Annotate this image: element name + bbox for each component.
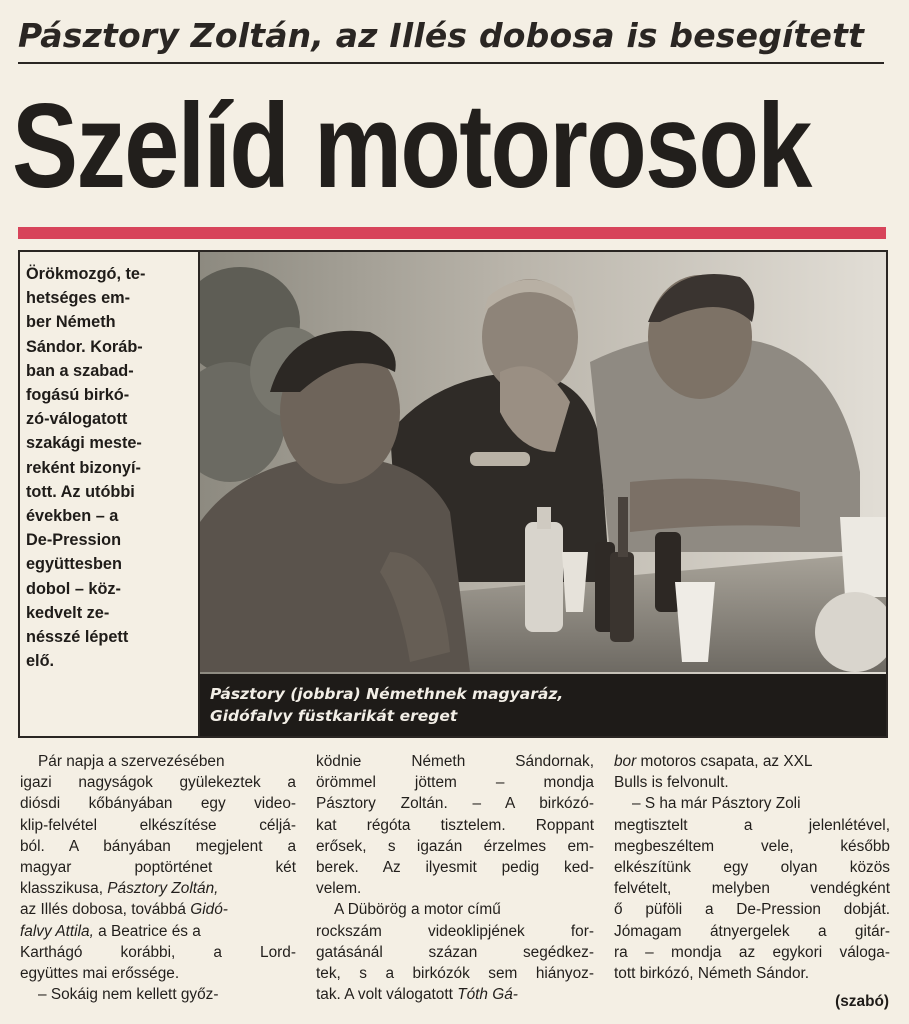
body-line: elkészítünk egy olyan közös bbox=[614, 859, 890, 877]
lead-line: ber Németh bbox=[26, 313, 116, 332]
body-line: megtisztelt a jelenlétével, bbox=[614, 816, 890, 834]
body-line: erősek, s igazán érzelmes em- bbox=[316, 837, 594, 855]
body-column-3 bbox=[614, 751, 890, 984]
body-line: ból. A bányában megjelent a bbox=[20, 837, 296, 855]
body-column-1 bbox=[20, 751, 296, 1005]
body-line: – Sokáig nem kellett győz- bbox=[38, 986, 219, 1004]
body-line: tek, s a birkózók sem hiányoz- bbox=[316, 965, 594, 983]
body-line: Karthágó korábbi, a Lord- bbox=[20, 943, 296, 961]
person-name: Tóth Gá- bbox=[457, 986, 518, 1004]
lead-line: szakági meste- bbox=[26, 434, 142, 453]
person-name: Gidó- bbox=[190, 901, 228, 919]
photo-caption bbox=[210, 683, 870, 727]
body-line: berek. Az ilyesmit pedig ked- bbox=[316, 859, 594, 877]
person-name: Pásztory Zoltán, bbox=[107, 880, 219, 898]
photo-caption-bar bbox=[200, 674, 886, 736]
lead-line: fogású birkó- bbox=[26, 386, 130, 405]
body-column-2 bbox=[316, 751, 594, 1005]
body-text: a Beatrice és a bbox=[98, 922, 201, 940]
body-line: ő püföli a De-Pression dobját. bbox=[614, 901, 890, 919]
body-line: ra – mondja az egykori váloga- bbox=[614, 943, 890, 961]
lead-line: években – a bbox=[26, 507, 119, 526]
body-line: – S ha már Pásztory Zoli bbox=[632, 795, 801, 813]
article-headline: Szelíd motorosok bbox=[12, 79, 811, 213]
article-kicker: Pásztory Zoltán, az Illés dobosa is besegített bbox=[18, 16, 865, 55]
article-photo bbox=[198, 250, 888, 738]
caption-line: Pásztory (jobbra) Némethnek magyaráz, bbox=[210, 685, 564, 703]
body-line: felvételt, melyben vendégként bbox=[614, 880, 890, 898]
body-line bbox=[20, 878, 296, 899]
headline-accent-rule bbox=[18, 227, 886, 239]
lead-line: dobol – köz- bbox=[26, 579, 121, 598]
lead-line: reként bizonyí- bbox=[26, 458, 141, 477]
lead-line: zó-válogatott bbox=[26, 410, 128, 429]
body-line: ködnie Németh Sándornak, bbox=[316, 753, 594, 770]
body-line: Pásztory Zoltán. – A birkózó- bbox=[316, 795, 594, 813]
lead-line: elő. bbox=[26, 652, 55, 671]
body-text: motoros csapata, az XXL bbox=[640, 753, 813, 770]
kicker-divider bbox=[18, 62, 884, 64]
body-line: tott birkózó, Németh Sándor. bbox=[614, 965, 810, 983]
lead-paragraph bbox=[26, 262, 186, 673]
lead-line: együttesben bbox=[26, 555, 122, 574]
photo-illustration bbox=[200, 252, 886, 736]
body-line: diósdi kőbányában egy video- bbox=[20, 795, 296, 813]
body-line: igazi nagyságok gyülekeztek a bbox=[20, 774, 296, 792]
body-line bbox=[20, 899, 296, 920]
lead-line: Sándor. Koráb- bbox=[26, 337, 143, 356]
lead-line: hetséges em- bbox=[26, 289, 131, 308]
lead-line: De-Pression bbox=[26, 531, 122, 550]
body-line: Jómagam átnyergelek a gitár- bbox=[614, 922, 890, 940]
caption-line: Gidófalvy füstkarikát ereget bbox=[210, 707, 458, 725]
lead-line: kedvelt ze- bbox=[26, 603, 110, 622]
body-line: Pár napja a szervezésében bbox=[38, 753, 225, 770]
body-line: Bulls is felvonult. bbox=[614, 774, 729, 792]
body-line bbox=[20, 921, 296, 942]
person-name: falvy Attila, bbox=[20, 922, 94, 940]
author-signature: (szabó) bbox=[835, 993, 889, 1010]
body-line: klip-felvétel elkészítése céljá- bbox=[20, 816, 296, 834]
body-line: A Dübörög a motor című bbox=[334, 901, 501, 919]
lead-line: Örökmozgó, te- bbox=[26, 265, 146, 283]
lead-line: nésszé lépett bbox=[26, 628, 129, 647]
lead-line: ban a szabad- bbox=[26, 361, 134, 380]
lead-line: tott. Az utóbbi bbox=[26, 482, 135, 501]
person-name: bor bbox=[614, 753, 637, 770]
lead-box bbox=[18, 250, 199, 738]
body-text: az Illés dobosa, továbbá bbox=[20, 901, 186, 919]
body-line: kat régóta tisztelem. Roppant bbox=[316, 816, 594, 834]
body-line bbox=[614, 751, 890, 772]
body-text: klasszikusa, bbox=[20, 880, 103, 898]
body-line: velem. bbox=[316, 880, 362, 898]
body-line: rockszám videoklipjének for- bbox=[316, 922, 594, 940]
body-line: gatásánál százan segédkez- bbox=[316, 943, 594, 961]
body-line: örömmel jöttem – mondja bbox=[316, 774, 594, 792]
body-line: magyar poptörténet két bbox=[20, 859, 296, 877]
body-line bbox=[316, 984, 594, 1005]
body-line: együttes mai erőssége. bbox=[20, 965, 180, 983]
body-line: megbeszéltem vele, később bbox=[614, 837, 890, 855]
body-text: tak. A volt válogatott bbox=[316, 986, 453, 1004]
